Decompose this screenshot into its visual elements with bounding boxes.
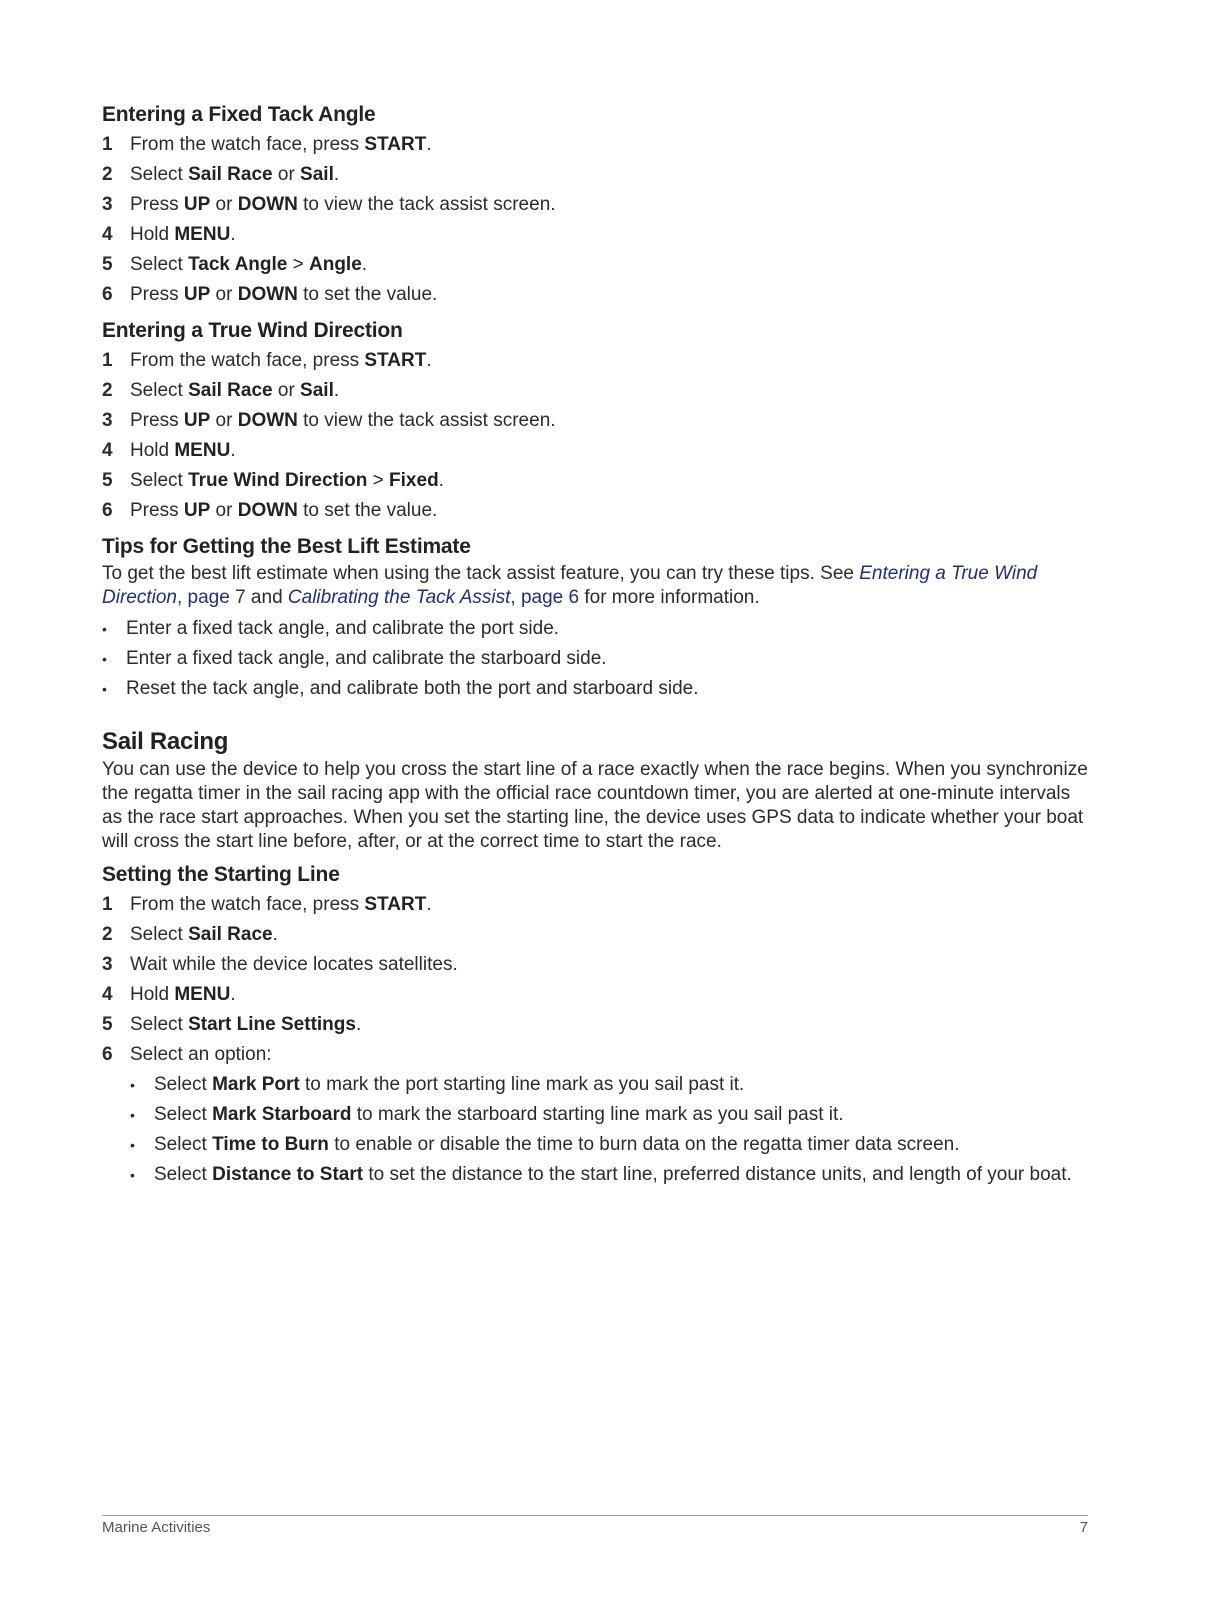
bullet-icon: • [102,651,107,667]
step-number: 3 [102,194,113,215]
footer-page-number: 7 [1079,1519,1088,1536]
step-number: 3 [102,954,113,975]
step-number: 5 [102,470,113,491]
heading-setting-starting-line: Setting the Starting Line [102,863,340,886]
step-text: Hold MENU. [130,440,236,461]
step-text: Press UP or DOWN to set the value. [130,284,438,305]
list-item [130,1100,1092,1130]
list-item [102,130,1092,160]
step-number: 2 [102,164,113,185]
bullet-text: Reset the tack angle, and calibrate both the port and starboard side. [126,678,699,699]
bullet-icon: • [130,1107,135,1123]
heading-tips-lift-estimate: Tips for Getting the Best Lift Estimate [102,535,471,558]
step-text: Select Start Line Settings. [130,1014,362,1035]
step-number: 5 [102,1014,113,1035]
bullet-text: Enter a fixed tack angle, and calibrate the starboard side. [126,648,607,669]
option-mark-port: Select Mark Port to mark the port starting line mark as you sail past it. [154,1074,745,1095]
list-item [130,1070,1092,1100]
list-item [102,466,1092,496]
step-text: Wait while the device locates satellites. [130,954,458,975]
step-text: Press UP or DOWN to view the tack assist screen. [130,194,556,215]
step-text: Press UP or DOWN to view the tack assist screen. [130,410,556,431]
link-page-6[interactable]: , page 6 [510,587,580,608]
link-entering-true-wind-direction[interactable]: Entering a True Wind Direction [102,563,1038,608]
link-calibrating-tack-assist[interactable]: Calibrating the Tack Assist [287,587,511,608]
step-number: 1 [102,134,113,155]
list-item [102,220,1092,250]
list-item [130,1160,1092,1187]
step-number: 4 [102,440,113,461]
list-item [102,160,1092,190]
bullet-icon: • [102,681,107,697]
bullet-text: Enter a fixed tack angle, and calibrate the port side. [126,618,560,639]
footer-section-name: Marine Activities [102,1519,211,1536]
step-text: Select Sail Race or Sail. [130,380,340,401]
step-number: 3 [102,410,113,431]
list-item [102,436,1092,466]
tips-bullet-list [102,614,1092,704]
step-number: 2 [102,924,113,945]
step-text: Select Sail Race. [130,924,278,945]
list-item [102,406,1092,436]
bullet-icon: • [130,1137,135,1153]
step-number: 6 [102,284,113,305]
step-text: From the watch face, press START. [130,894,432,915]
tips-intro-end: for more information. [579,587,760,608]
list-item [102,496,1092,526]
step-text: Hold MENU. [130,224,236,245]
step-number: 6 [102,1044,113,1065]
step-text: Select True Wind Direction > Fixed. [130,470,444,491]
step-number: 2 [102,380,113,401]
step-number: 1 [102,350,113,371]
list-item [102,1010,1092,1040]
option-time-to-burn: Select Time to Burn to enable or disable the time to burn data on the regatta timer data screen. [154,1134,960,1155]
step-number: 5 [102,254,113,275]
list-item [102,190,1092,220]
list-item [102,1040,1092,1070]
step-number: 1 [102,894,113,915]
list-item [102,250,1092,280]
document-page [102,100,1092,1187]
step-number: 6 [102,500,113,521]
step-number: 4 [102,984,113,1005]
list-item [102,980,1092,1010]
starting-line-options [102,1070,1092,1187]
heading-true-wind-direction: Entering a True Wind Direction [102,319,403,342]
tips-intro-and: and [245,587,288,608]
step-text: Select Tack Angle > Angle. [130,254,368,275]
page-footer [102,1515,1088,1536]
tips-intro [102,562,1092,610]
steps-true-wind-direction [102,346,1092,526]
list-item [102,376,1092,406]
list-item [102,920,1092,950]
tips-intro-text: To get the best lift estimate when using the tack assist feature, you can try these tips. See [102,563,860,584]
list-item [102,950,1092,980]
heading-fixed-tack-angle: Entering a Fixed Tack Angle [102,103,376,126]
steps-fixed-tack-angle [102,130,1092,310]
step-text: Select Sail Race or Sail. [130,164,340,185]
link-page-7[interactable]: , page 7 [176,587,246,608]
option-mark-starboard: Select Mark Starboard to mark the starboard starting line mark as you sail past it. [154,1104,844,1125]
list-item [102,674,1092,704]
sail-racing-body: You can use the device to help you cross the start line of a race exactly when the race begins. When you synchronize the regatta timer in the sail racing app with the official race countdown timer, you are alerted at one-minute intervals as the race start approaches. When you set the starting line, the device uses GPS data to indicate whether your boat will cross the start line before, after, or at the correct time to start the race. [102,759,1088,852]
step-text: Press UP or DOWN to set the value. [130,500,438,521]
steps-setting-starting-line [102,890,1092,1070]
step-text: Select an option: [130,1044,272,1065]
bullet-icon: • [130,1167,135,1183]
bullet-icon: • [102,621,107,637]
heading-sail-racing: Sail Racing [102,728,229,755]
list-item [130,1130,1092,1160]
list-item [102,614,1092,644]
step-text: From the watch face, press START. [130,350,432,371]
list-item [102,890,1092,920]
option-distance-to-start: Select Distance to Start to set the distance to the start line, preferred distance units, and length of your boat. [154,1164,1072,1185]
list-item [102,346,1092,376]
bullet-icon: • [130,1077,135,1093]
step-number: 4 [102,224,113,245]
list-item [102,280,1092,310]
list-item [102,644,1092,674]
step-text: Hold MENU. [130,984,236,1005]
step-text: From the watch face, press START. [130,134,432,155]
